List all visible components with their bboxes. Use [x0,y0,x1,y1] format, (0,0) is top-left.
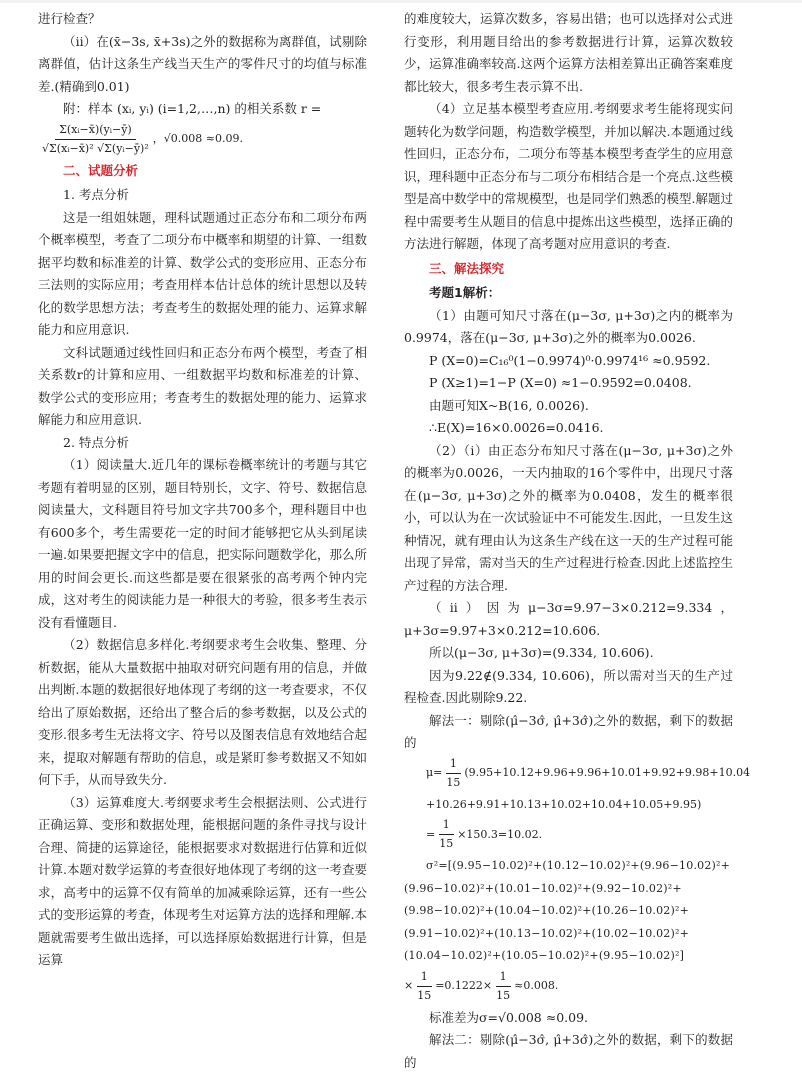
frac-num: 1 [439,818,454,835]
times-sign: × [404,979,414,992]
equation-line: ∴E(X)=16×0.0026=0.0416. [429,420,604,435]
formula-denominator: √Σ(xᵢ−x̄)² √Σ(yᵢ−ȳ)² [42,141,149,155]
formula-numerator: Σ(xᵢ−x̄)(yᵢ−ȳ) [55,123,136,140]
variance-result [404,970,733,1003]
paragraph: 文科试题通过线性回归和正态分布两个模型，考查了相关系数r的计算和应用、一组数据平均数和标准差的计算、数学公式的变形应用；考查考生的数据处理的能力、运算求解能力和应用意识. [38,344,367,427]
equals-sign: = [426,827,436,841]
one-fifteenth [442,757,464,790]
mu-sum-1: (9.95+10.12+9.96+9.96+10.01+9.92+9.98+10.04 [464,766,751,779]
paragraph: （4）立足基本模型考查应用.考纲要求考生能将现实问题转化为数学问题，构造数学模型，并加以解决.本题通过线性回归，正态分布，二项分布等基本模型考查学生的应用意识，理科题中正态分布与二项分布相结合是一个亮点.这些模型是高中数学中的常规模型，也是同学们熟悉的模型.解题过程中需要考生从题目的信息中提炼出这些模型，选择正确的方法进行解题，体现了高考题对应用意识的考查. [404,101,733,251]
frac-den: 15 [439,837,454,850]
subheading-features: 2. 特点分析 [63,434,129,450]
one-fifteenth [492,970,514,1003]
one-fifteenth [413,970,435,1003]
right-column [404,8,751,1074]
paragraph: （1）由题可知尺寸落在(μ−3σ, μ+3σ)之内的概率为0.9974，落在(μ−3σ, μ+3σ)之外的概率为0.0026. [404,307,733,345]
paragraph: 因为9.22∉(9.334, 10.606)，所以需对当天的生产过程检查.因此剔除9.22. [404,667,733,705]
paragraph: 这是一组姐妹题，理科试题通过正态分布和二项分布两个概率模型，考查了二项分布中概率和期望的计算、一组数据平均数和标准差的计算、数学公式的变形应用、正态分布三法则的实际应用；考查用样本估计总体的统计思想以及转化的数学思想方法；考查考生的数据处理的能力、运算求解能力和应用意识. [38,209,367,337]
text-line: 进行检查？ [38,11,101,26]
std-dev-line: 标准差为σ=√0.008 ≈0.09. [429,1009,589,1025]
paragraph: 解法二：剔除(μ̂−3σ̂, μ̂+3σ̂)之外的数据，剩下的数据的 [404,1032,733,1070]
variance-mid: =0.1222× [435,979,493,992]
frac-den: 15 [496,988,511,1002]
frac-num: 1 [417,970,432,987]
mu-sum-2: +10.26+9.91+10.13+10.02+10.04+10.05+9.95) [426,797,702,811]
section-heading-analysis: 二、试题分析 [63,162,139,178]
correlation-fraction [38,123,153,156]
formula-tail: ，√0.008 ≈0.09. [152,132,243,145]
paragraph: （2）数据信息多样化.考纲要求考生会收集、整理、分析数据，能从大量数据中抽取对研究问题有用的信息，并做出判断.本题的数据很好地体现了考纲的这一考查要求，不仅给出了原始数据，还给出了整合后的参考数据，以及公式的变形.很多考生无法将文字、符号以及图表信息有效地结合起来，提取对解题有帮助的信息，或是紧盯参考数据又不知如何下手，从而导致失分. [38,637,367,787]
paragraph: 的难度较大，运算次数多，容易出错；也可以选择对公式进行变形，利用题目给出的参考数据进行计算，运算次数较少，运算准确率较高.这两个运算方法相差算出正确答案难度都比较大，很多考生表示算不出. [404,11,733,94]
mean-result [404,818,733,851]
mu-lhs: μ= [426,766,443,779]
section-heading-solutions: 三、解法探究 [429,260,505,276]
frac-den: 15 [417,988,432,1002]
question-part-ii: （ⅱ）在(x̄−3s, x̄+3s)之外的数据称为离群值，试剔除离群值，估计这条生产线当天生产的零件尺寸的均值与标准差.(精确到0.01) [38,33,367,94]
frac-num: 1 [496,970,511,987]
mean-formula [404,756,751,790]
paragraph: （ii）因为μ−3σ=9.97−3×0.212=9.334，μ+3σ=9.97+3×0.212=10.606. [404,600,733,638]
correlation-formula [38,123,367,156]
equation-line: P (X=0)=C₁₆⁰(1−0.9974)⁰·0.9974¹⁶ ≈0.9592. [429,352,711,368]
one-fifteenth [435,818,457,851]
appendix-line: 附：样本 (xᵢ, yᵢ) (i=1,2,…,n) 的相关系数 r = [63,101,322,116]
equation-line: 由题可知X~B(16, 0.0026). [429,397,589,413]
top-edge [0,0,802,3]
paragraph: （3）运算难度大.考纲要求考生会根据法则、公式进行正确运算、变形和数据处理，能根据问题的条件寻找与设计合理、简捷的运算途径，能根据要求对数据进行估算和近似计算.本题对数学运算的考查很好地体现了考纲的这一考查要求，高考中的运算不仅有简单的加减乘除运算，还有一些公式的变形运算的考查，体现考生对运算方法的选择和理解.本题就需要考生做出选择，可以选择原始数据进行计算，但是运算 [38,794,367,967]
equation-line: P (X≥1)=1−P (X=0) ≈1−0.9592=0.0408. [429,375,692,390]
paragraph: 解法一：剔除(μ̂−3σ̂, μ̂+3σ̂)之外的数据，剩下的数据的 [404,712,733,750]
variance-formula: σ²=[(9.95−10.02)²+(10.12−10.02)²+(9.96−10.02)²+(9.96−10.02)²+(10.01−10.02)²+(9.92−10.02)²+(9.98−10.02)²+(10.04−10.02)²+(10.26−10.02)²+(9.91−10.02)²+(10.13−10.02)²+(10.02−10.02)²+(10.04−10.02)²+(10.05−10.02)²+(9.95−10.02)²] [404,859,731,962]
subheading-q1: 考题1解析： [429,285,501,300]
paragraph: （2）（i）由正态分布知尺寸落在(μ−3σ, μ+3σ)之外的概率为0.0026，一天内抽取的16个零件中，出现尺寸落在(μ−3σ, μ+3σ)之外的概率为0.0408，发生的概率很小，可以认为在一次试验证中不可能发生.因此，一旦发生这种情况，就有理由认为这条生产线在这一天的生产过程可能出现了异常，需对当天的生产过程进行检查.因此上述监控生产过程的方法合理. [404,442,733,593]
mu-result: ×150.3=10.02. [457,827,543,841]
variance-end: ≈0.008. [514,979,559,992]
subheading-key-points: 1. 考点分析 [63,187,129,202]
paragraph: 所以(μ−3σ, μ+3σ)=(9.334, 10.606). [429,645,654,660]
paragraph: （1）阅读量大.近几年的课标卷概率统计的考题与其它考题有着明显的区别，题目特别长，文字、符号、数据信息阅读量大，文科题目符号加文字共700多个，理科题目中也有600多个，考生需要花一定的时间才能够把它从头到尾读一遍.如果要把握文字中的信息，把实际问题数学化，那么所用的时间会更长.而这些都是要在很紧张的高考两个钟内完成，这对考生的阅读能力是一种很大的考验，很多考生表示没有看懂题目. [38,457,367,630]
frac-den: 15 [446,775,461,789]
left-column [38,8,367,972]
frac-num: 1 [446,757,461,774]
